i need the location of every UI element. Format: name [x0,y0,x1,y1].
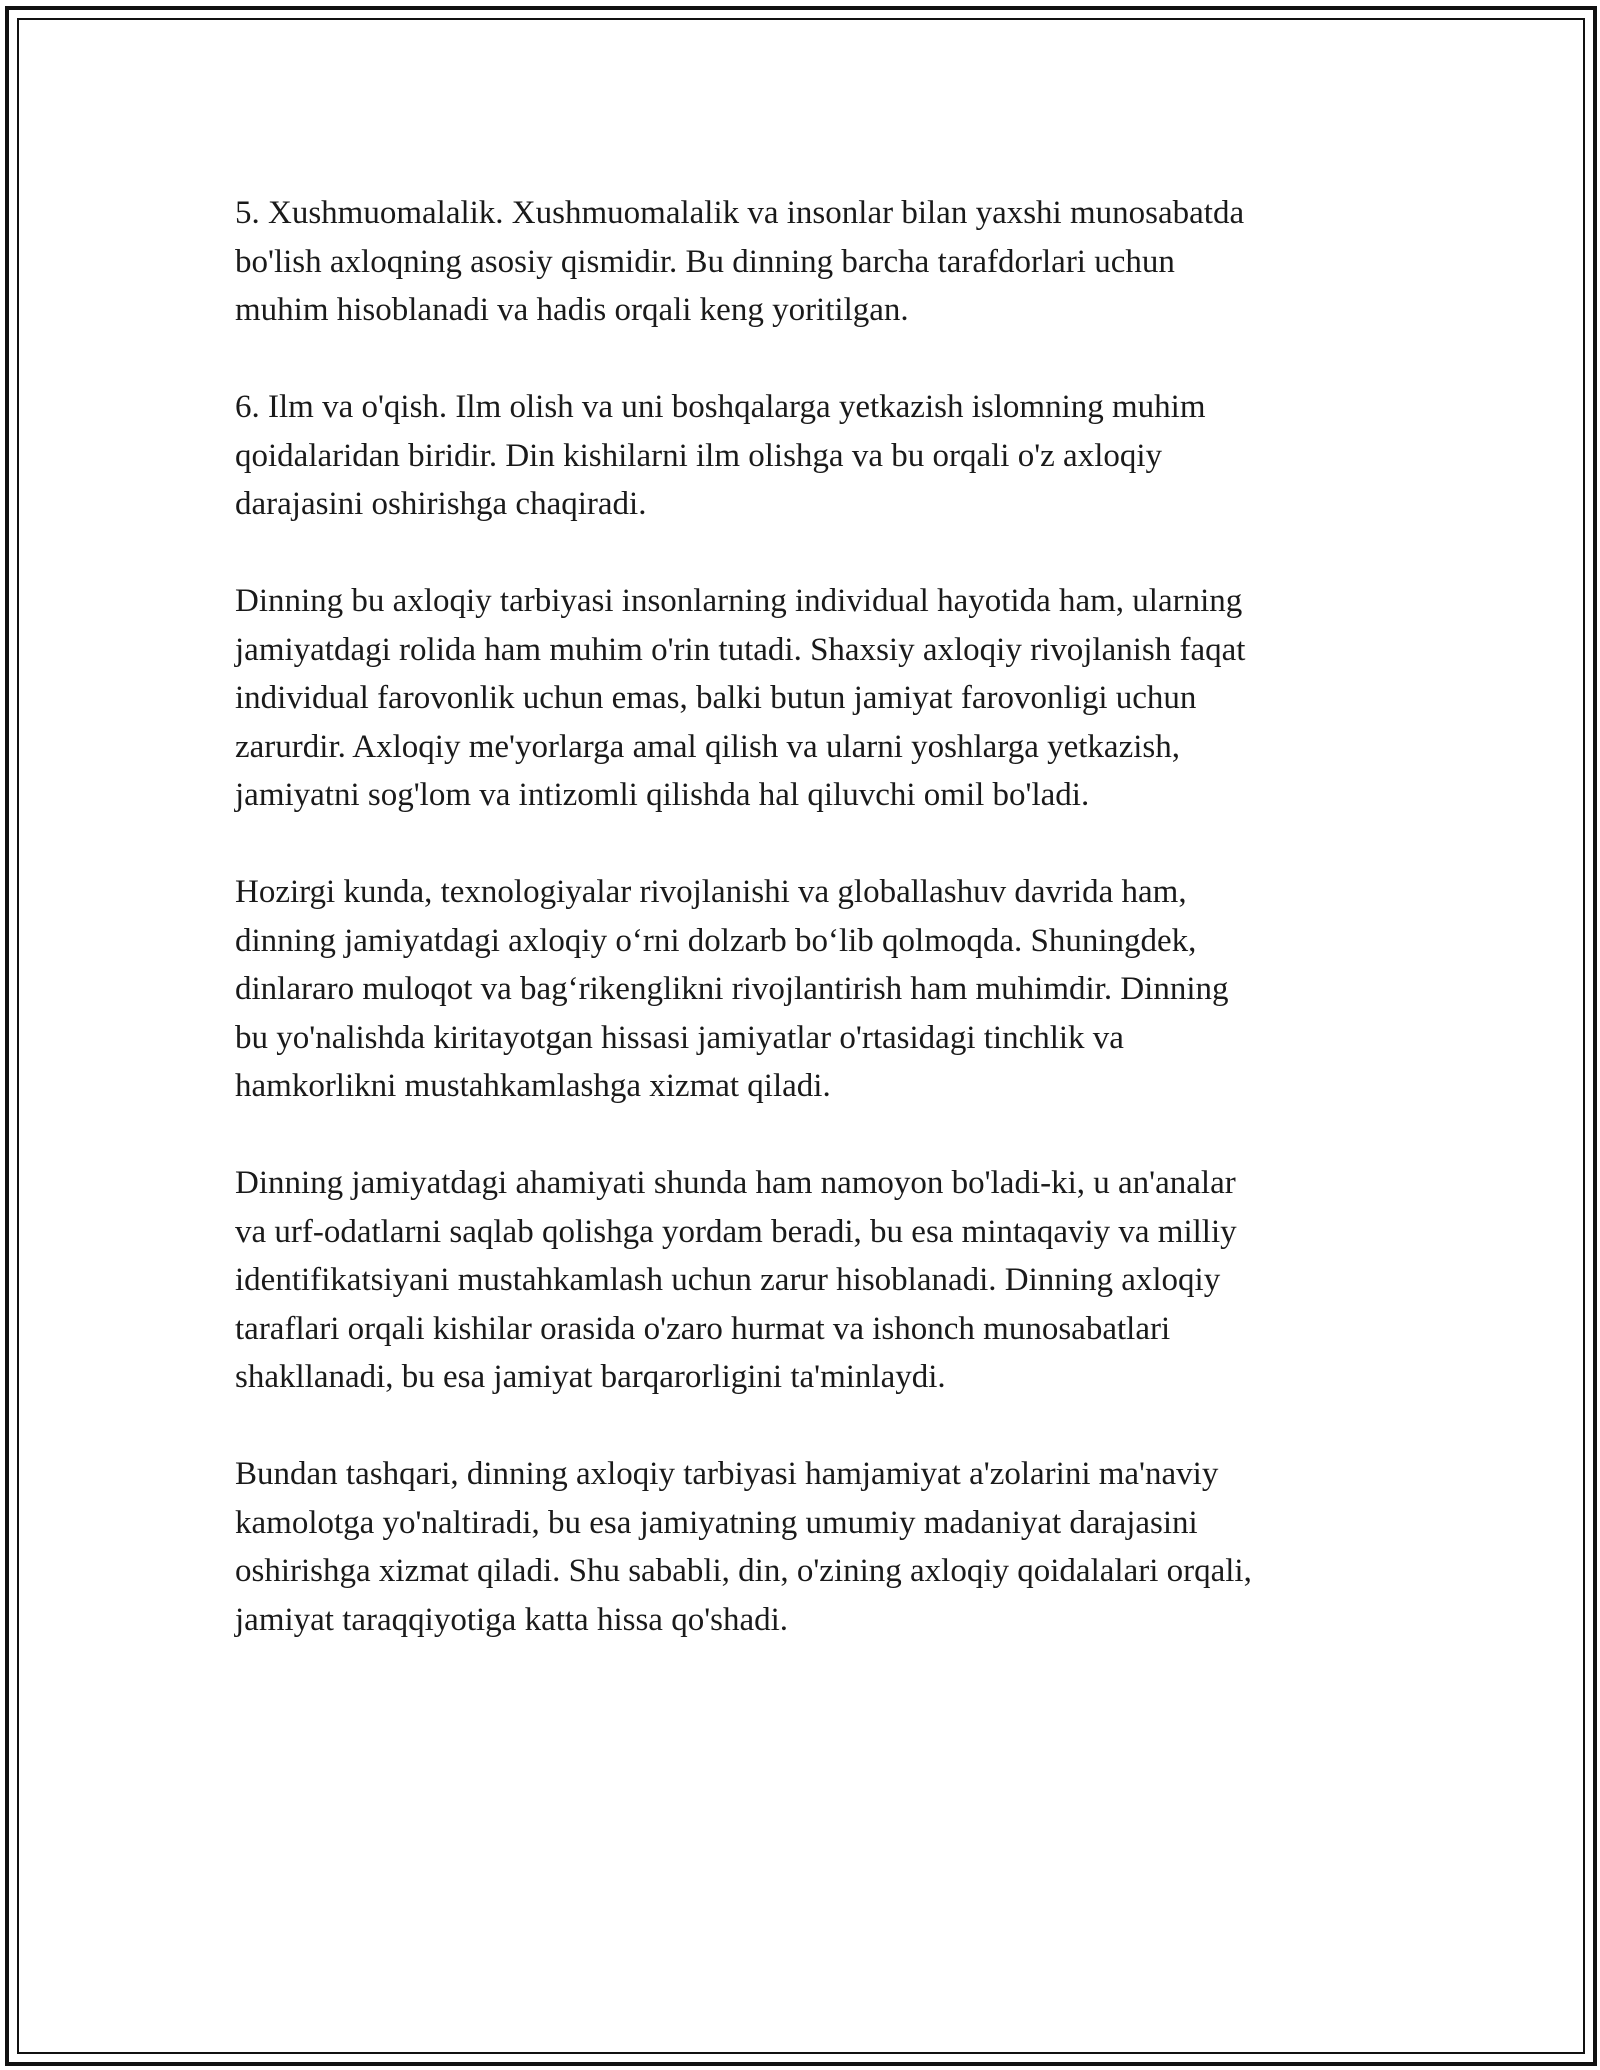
paragraph-courtesy: 5. Xushmuomalalik. Xushmuomalalik va insonlar bilan yaxshi munosabatda bo'lish axloqning asosiy qismidir. Bu dinning barcha tarafdorlari uchun muhim hisoblanadi va hadis orqali keng yoritilgan. [235,195,1245,328]
paragraph-moral-education: Dinning bu axloqiy tarbiyasi insonlarning individual hayotida ham, ularning jamiyatdagi rolida ham muhim o'rin tutadi. Shaxsiy axloqiy rivojlanish faqat individual farovonlik uchun emas, balki butun jamiyat farovonligi uchun zarurdir. Axloqiy me'yorlarga amal qilish va ularni yoshlarga yetkazish, jamiyatni sog'lom va intizomli qilishda hal qiluvchi omil bo'ladi. [235,583,1246,813]
paragraph-modern-times: Hozirgi kunda, texnologiyalar rivojlanishi va globallashuv davrida ham, dinning jamiyatdagi axloqiy o‘rni dolzarb bo‘lib qolmoqda. Shuningdek, dinlararo muloqot va bag‘rikenglikni rivojlantirish ham muhimdir. Dinning bu yo'nalishda kiritayotgan hissasi jamiyatlar o'rtasidagi tinchlik va hamkorlikni mustahkamlashga xizmat qiladi. [235,874,1229,1104]
paragraph-traditions: Dinning jamiyatdagi ahamiyati shunda ham namoyon bo'ladi-ki, u an'analar va urf-odatlarni saqlab qolishga yordam beradi, bu esa mintaqaviy va milliy identifikatsiyani mustahkamlash uchun zarur hisoblanadi. Dinning axloqiy taraflari orqali kishilar orasida o'zaro hurmat va ishonch munosabatlari shakllanadi, bu esa jamiyat barqarorligini ta'minlaydi. [235,1165,1237,1395]
paragraph-knowledge: 6. Ilm va o'qish. Ilm olish va uni boshqalarga yetkazish islomning muhim qoidalaridan biridir. Din kishilarni ilm olishga va bu orqali o'z axloqiy darajasini oshirishga chaqiradi. [235,389,1206,522]
paragraph-conclusion: Bundan tashqari, dinning axloqiy tarbiyasi hamjamiyat a'zolarini ma'naviy kamolotga yo'naltiradi, bu esa jamiyatning umumiy madaniyat darajasini oshirishga xizmat qiladi. Shu sababli, din, o'zining axloqiy qoidalalari orqali, jamiyat taraqqiyotiga katta hissa qo'shadi. [235,1456,1252,1638]
document-body [235,189,1375,1693]
